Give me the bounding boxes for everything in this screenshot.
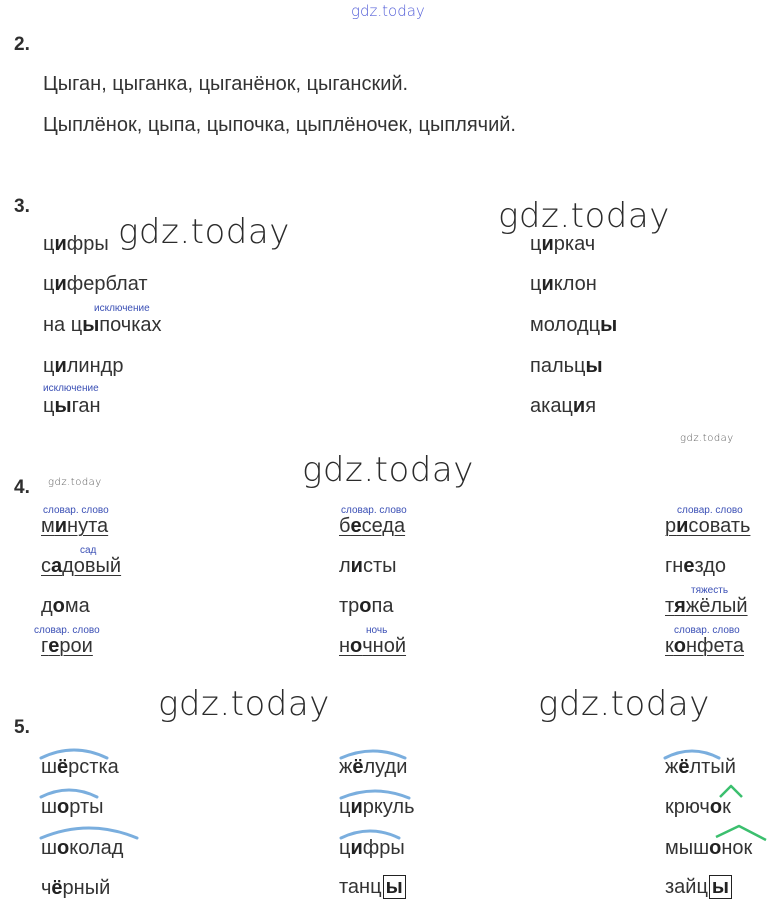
ex3-word: молодцы: [530, 314, 618, 336]
ex4-word: тропа: [339, 595, 394, 617]
ex3-word: циркач: [530, 233, 596, 255]
watermark-top: gdz.today: [351, 2, 425, 20]
ex5-word: мышонок: [665, 837, 753, 859]
ex5-word: зайц ы: [665, 875, 732, 899]
word-note: сад: [80, 545, 97, 556]
ex5-word: жёлуди: [339, 756, 408, 778]
ex5-word: крючок: [665, 796, 731, 818]
ex3-word: циферблат: [43, 273, 148, 295]
exercise-3-number: 3.: [14, 196, 30, 217]
ex5-word: жёлтый: [665, 756, 736, 778]
ex5-word: танц ы: [339, 875, 406, 899]
word-note: словар. слово: [341, 505, 407, 516]
ex5-word: цифры: [339, 837, 405, 859]
ex3-word: цилиндр: [43, 355, 124, 377]
ex3-word: пальцы: [530, 355, 603, 377]
word-note: словар. слово: [674, 625, 740, 636]
ex3-word: цыган: [43, 395, 101, 417]
watermark: gdz.today: [538, 684, 710, 724]
ending-box: ы: [383, 875, 406, 899]
ex4-word: беседа: [339, 515, 406, 537]
ex5-word: чёрный: [41, 877, 111, 899]
watermark-small: gdz.today: [680, 433, 734, 444]
ex4-word: листы: [339, 555, 397, 577]
ex4-word: садовый: [41, 555, 122, 577]
word-note: словар. слово: [34, 625, 100, 636]
exercise-2-number: 2.: [14, 34, 30, 55]
ex3-word: цифры: [43, 233, 109, 255]
exception-note: исключение: [94, 303, 150, 314]
ex4-word: рисовать: [665, 515, 751, 537]
word-note: тяжесть: [691, 585, 729, 596]
ex3-word: на цыпочках: [43, 314, 162, 336]
exception-note: исключение: [43, 383, 99, 394]
ex5-word: шоколад: [41, 837, 124, 859]
watermark: gdz.today: [302, 450, 474, 490]
word-note: словар. слово: [677, 505, 743, 516]
watermark-small: gdz.today: [48, 477, 102, 488]
ex4-word: конфета: [665, 635, 744, 657]
ex3-word: акация: [530, 395, 597, 417]
watermark: gdz.today: [498, 196, 670, 236]
exercise-2-line-2: Цыплёнок, цыпа, цыпочка, цыплёночек, цыплячий.: [43, 114, 516, 136]
ex5-word: шёрстка: [41, 756, 119, 778]
exercise-2-line-1: Цыган, цыганка, цыганёнок, цыганский.: [43, 73, 409, 95]
ex4-word: ночной: [339, 635, 407, 657]
exercise-5-number: 5.: [14, 717, 30, 738]
ex4-word: дома: [41, 595, 90, 617]
watermark: gdz.today: [158, 684, 330, 724]
exercise-4-number: 4.: [14, 477, 30, 498]
ex4-word: минута: [41, 515, 109, 537]
ex3-word: циклон: [530, 273, 597, 295]
watermark: gdz.today: [118, 212, 290, 252]
word-note: словар. слово: [43, 505, 109, 516]
ex4-word: герои: [41, 635, 93, 657]
ex5-word: шорты: [41, 796, 104, 818]
ex5-word: циркуль: [339, 796, 415, 818]
word-note: ночь: [366, 625, 388, 636]
ending-box: ы: [709, 875, 732, 899]
ex4-word: тяжёлый: [665, 595, 748, 617]
ex4-word: гнездо: [665, 555, 726, 577]
